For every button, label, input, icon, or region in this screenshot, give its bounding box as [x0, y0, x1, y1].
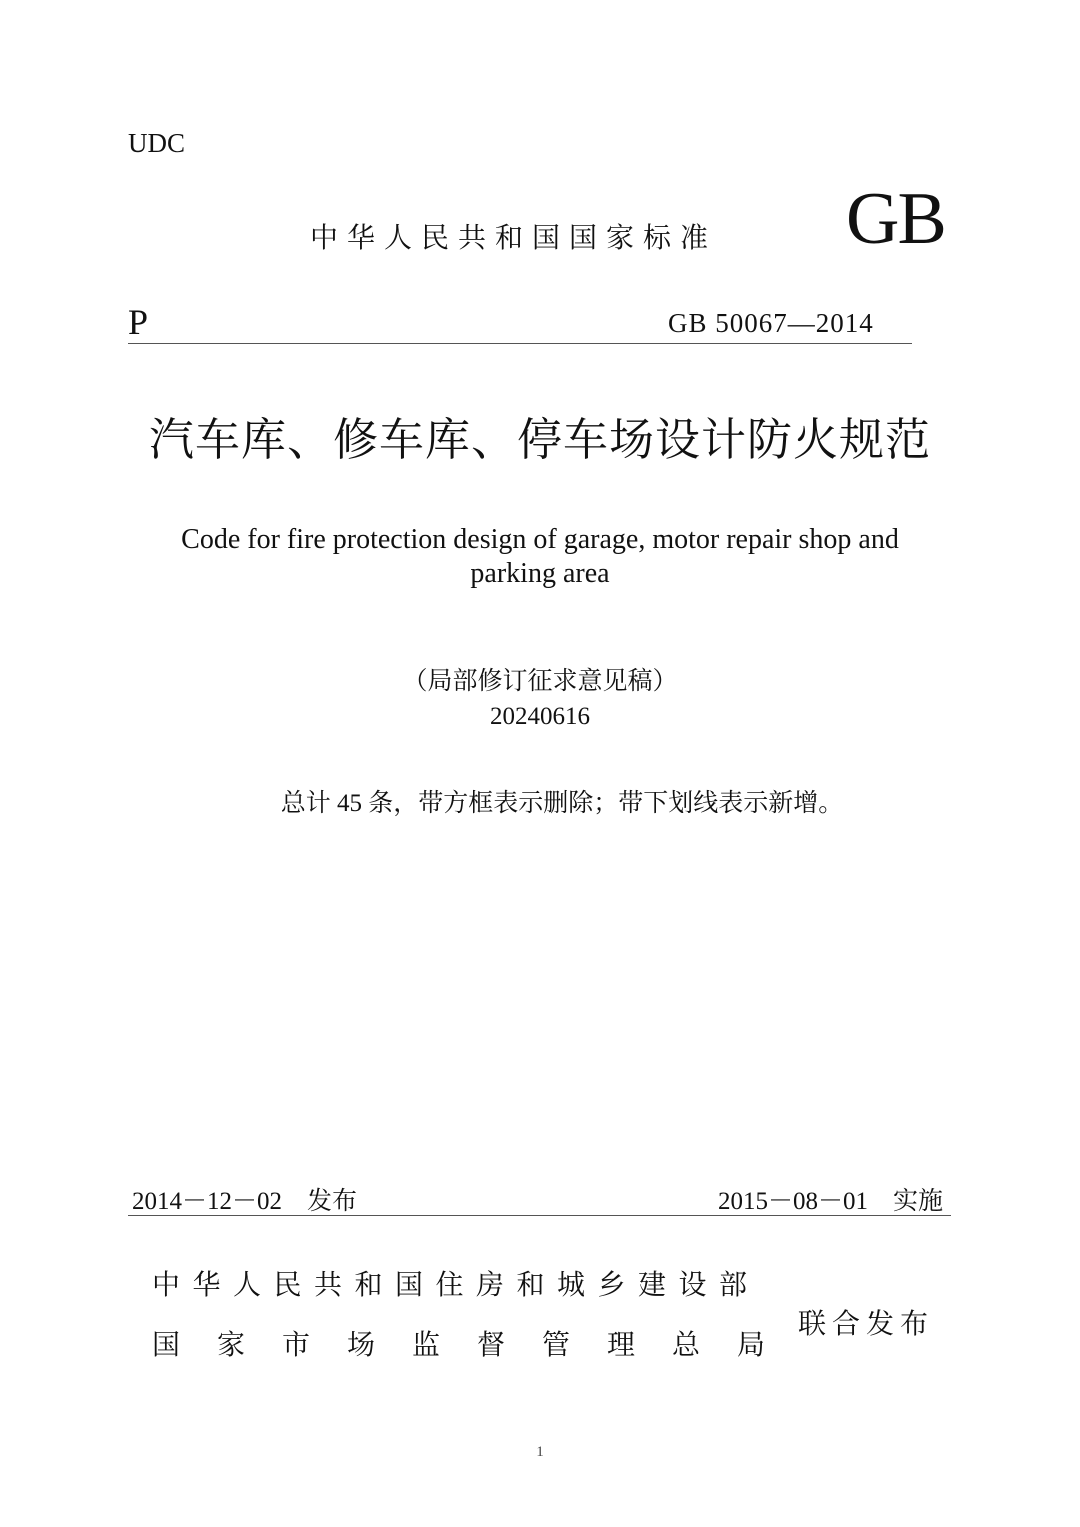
revision-note: 总计 45 条，带方框表示删除；带下划线表示新增。	[280, 790, 844, 817]
page-number: 1	[536, 1444, 544, 1460]
standard-number: GB 50067—2014	[668, 308, 874, 338]
draft-date: 20240616	[490, 703, 590, 730]
document-title-cn: 汽车库、修车库、停车场设计防火规范	[148, 415, 931, 465]
document-title-en-text: Code for fire protection design of garage, motor repair shop and parking area	[181, 524, 899, 589]
udc-label: UDC	[128, 128, 186, 158]
joint-issue-label: 联合发布	[798, 1307, 935, 1340]
issue-date: 2014－12－02 发布	[132, 1188, 358, 1215]
effective-date: 2015－08－01 实施	[718, 1188, 944, 1215]
issuer-ministry: 中华人民共和国住房和城乡建设部	[152, 1268, 760, 1301]
national-standard-heading: 中华人民共和国国家标准	[310, 221, 718, 254]
draft-note: （局部修订征求意见稿）	[402, 668, 678, 695]
document-title-en	[0, 523, 1080, 591]
category-letter: P	[128, 302, 149, 342]
issuer-administration: 国家市场监督管理总局	[152, 1328, 803, 1361]
gb-mark: GB	[846, 178, 945, 260]
header-divider	[128, 343, 912, 344]
footer-divider	[128, 1215, 951, 1216]
